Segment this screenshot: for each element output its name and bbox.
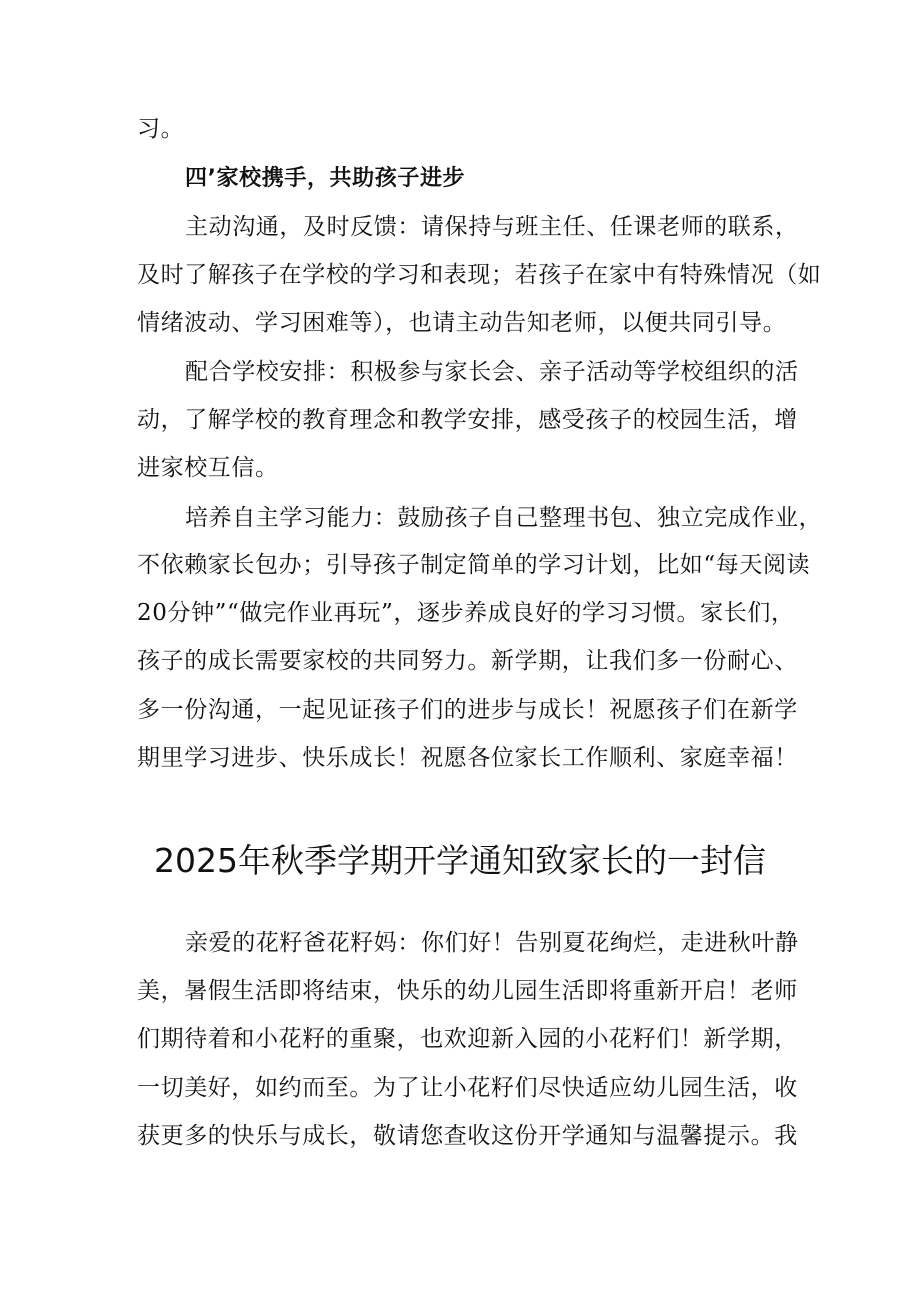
letter-title: 2025年秋季学期开学通知致家长的一封信	[154, 841, 766, 880]
paragraph-line: 及时了解孩子在学校的学习和表现；若孩子在家中有特殊情况（如	[137, 262, 822, 288]
paragraph-line: 获更多的快乐与成长，敬请您查收这份开学通知与温馨提示。我	[137, 1123, 798, 1149]
section-heading: 四’家校携手，共助孩子进步	[185, 166, 466, 191]
paragraph-line: 20分钟”“做完作业再玩”，逐步养成良好的学习习惯。家长们，	[137, 600, 795, 626]
paragraph-line: 配合学校安排：积极参与家长会、亲子活动等学校组织的活	[185, 359, 799, 385]
continuation-line: 习。	[137, 116, 185, 142]
paragraph-line: 动，了解学校的教育理念和教学安排，感受孩子的校园生活，增	[137, 407, 798, 433]
paragraph-line: 一切美好，如约而至。为了让小花籽们尽快适应幼儿园生活，收	[137, 1075, 798, 1101]
paragraph-line: 主动沟通，及时反馈：请保持与班主任、任课老师的联系，	[185, 214, 799, 240]
paragraph-line: 培养自主学习能力：鼓励孩子自己整理书包、独立完成作业，	[185, 505, 823, 531]
paragraph-line: 们期待着和小花籽的重聚，也欢迎新入园的小花籽们！新学期，	[137, 1026, 798, 1052]
paragraph-line: 亲爱的花籽爸花籽妈：你们好！告别夏花绚烂，走进秋叶静	[185, 930, 799, 956]
paragraph-line: 期里学习进步、快乐成长！祝愿各位家长工作顺利、家庭幸福！	[137, 745, 798, 771]
paragraph-line: 孩子的成长需要家校的共同努力。新学期，让我们多一份耐心、	[137, 648, 798, 674]
paragraph-line: 美，暑假生活即将结束，快乐的幼儿园生活即将重新开启！老师	[137, 978, 798, 1004]
paragraph-line: 进家校互信。	[137, 455, 279, 481]
paragraph-line: 不依赖家长包办；引导孩子制定简单的学习计划，比如“每天阅读	[137, 552, 811, 578]
paragraph-line: 多一份沟通，一起见证孩子们的进步与成长！祝愿孩子们在新学	[137, 697, 798, 723]
paragraph-line: 情绪波动、学习困难等），也请主动告知老师，以便共同引导。	[137, 310, 787, 336]
